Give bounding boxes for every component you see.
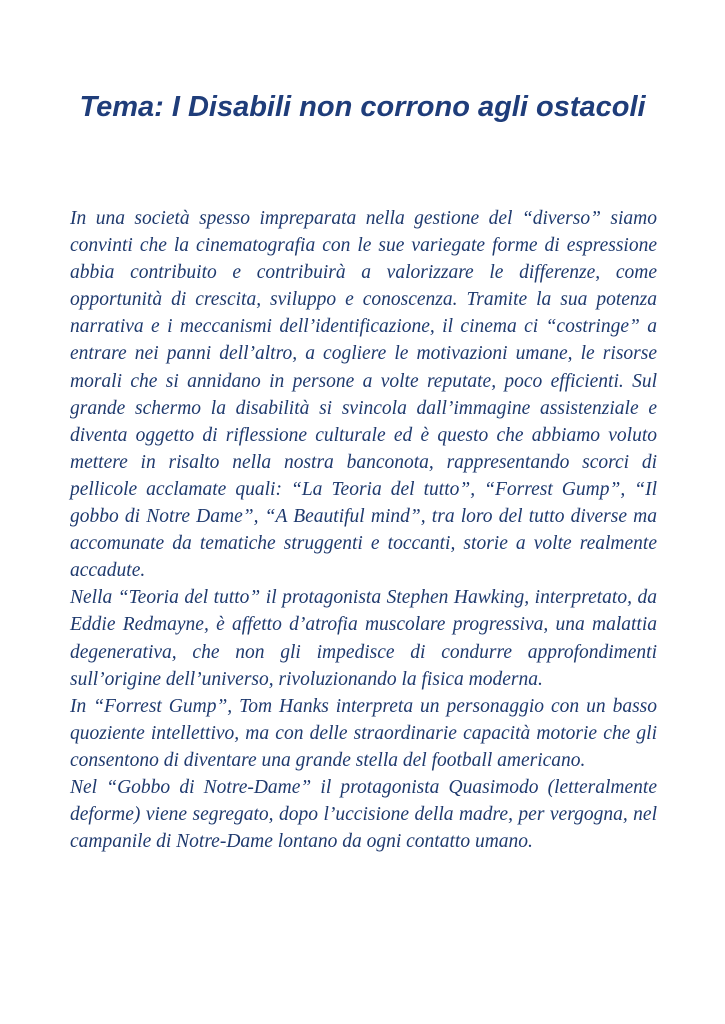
paragraph-forrest-gump: In “Forrest Gump”, Tom Hanks interpreta un personaggio con un basso quoziente intellettivo, ma con delle straordinarie capacità motorie che gli consentono di diventare una grande stella del football americano. [70,695,657,771]
paragraph-intro: In una società spesso impreparata nella gestione del “diverso” siamo convinti che la cinematografia con le sue variegate forme di espressione abbia contribuito e contribuirà a valorizzare le differenze, come opportunità di crescita, sviluppo e conoscenza. Tramite la sua potenza narrativa e i meccanismi dell’identificazione, il cinema ci “costringe” a entrare nei panni dell’altro, a cogliere le motivazioni umane, le risorse morali che si annidano in persone a volte reputate, poco efficienti. Sul grande schermo la disabilità si svincola dall’immagine assistenziale e diventa oggetto di riflessione culturale ed è questo che abbiamo voluto mettere in risalto nella nostra banconota, rappresentando scorci di pellicole acclamate quali: “La Teoria del tutto”, “Forrest Gump”, “Il gobbo di Notre Dame”, “A Beautiful mind”, tra loro del tutto diverse ma accomunate da tematiche struggenti e toccanti, storie a volte realmente accadute. [70,208,657,582]
paragraph-gobbo-notre-dame: Nel “Gobbo di Notre-Dame” il protagonista Quasimodo (letteralmente deforme) viene segregato, dopo l’uccisione della madre, per vergogna, nel campanile di Notre-Dame lontano da ogni contatto umano. [70,776,657,853]
paragraph-teoria-del-tutto: Nella “Teoria del tutto” il protagonista Stephen Hawking, interpretato, da Eddie Redmayne, è affetto d’atrofia muscolare progressiva, una malattia degenerativa, che non gli impedisce di condurre approfondimenti sull’origine dell’universo, rivoluzionando la fisica moderna. [70,587,657,690]
document-title: Tema: I Disabili non corrono agli ostacoli [79,91,646,123]
document-body [70,205,657,855]
